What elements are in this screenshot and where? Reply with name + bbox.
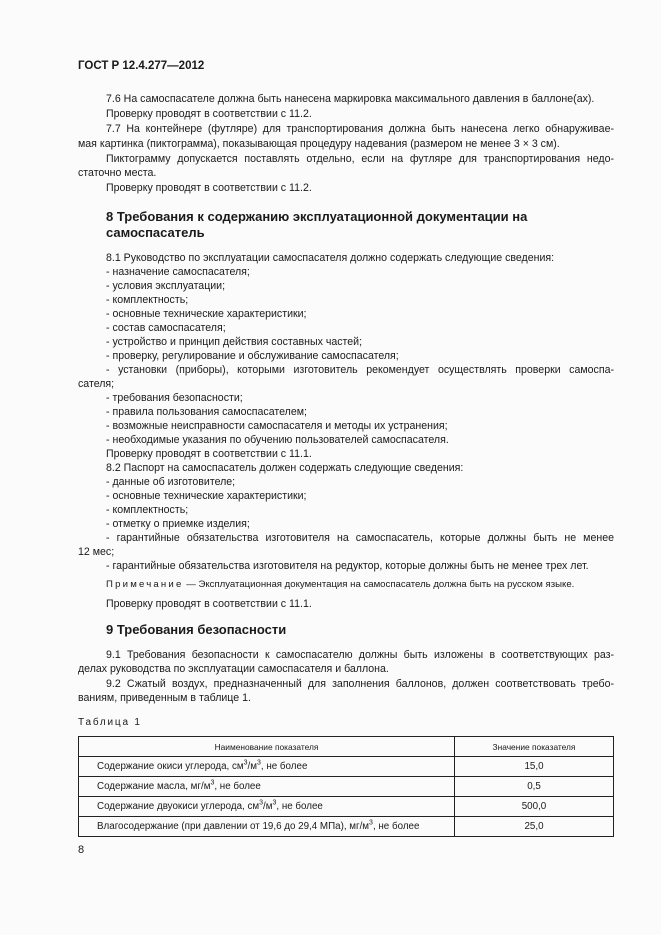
para-7-7: 7.7 На контейнере (футляре) для транспортирования должна быть нанесена легко обнаруживае- [106, 123, 614, 135]
para-9-1-cont: делах руководства по эксплуатации самоспасателя и баллона. [78, 663, 389, 675]
data-table [78, 736, 614, 837]
table-row [79, 757, 614, 777]
section-8-title-cont: самоспасатель [106, 225, 205, 240]
note-text: — Эксплуатационная документация на самоспасатель должна быть на русском языке. [183, 579, 575, 590]
para-pictogram: Пиктограмму допускается поставлять отдельно, если на футляре для транспортирования недо- [106, 153, 614, 165]
note-label: Примечание [106, 579, 184, 590]
list-item: - комплектность; [106, 504, 189, 516]
list-item: - условия эксплуатации; [106, 280, 226, 292]
list-item: - возможные неисправности самоспасателя и методы их устранения; [106, 420, 448, 432]
section-8-title: 8 Требования к содержанию эксплуатационной документации на [106, 209, 528, 224]
list-item: - гарантийные обязательства изготовителя на редуктор, которые должны быть не менее трех лет. [106, 560, 589, 572]
list-item: - гарантийные обязательства изготовителя на самоспасатель, которые должны быть не менее [106, 532, 614, 544]
para-9-2: 9.2 Сжатый воздух, предназначенный для заполнения баллонов, должен соответствовать требо- [106, 678, 614, 690]
para-7-6: 7.6 На самоспасателе должна быть нанесена маркировка максимального давления в баллоне(ах). [106, 93, 595, 105]
list-item: - правила пользования самоспасателем; [106, 406, 307, 418]
table-cell: Содержание двуокиси углерода, $см^3/м^3$, не более [79, 797, 455, 817]
table-cell: Влагосодержание (при давлении от 19,6 до 29,4 МПа), $мг/м^3$, не более [79, 817, 455, 837]
column-header: Наименование показателя [79, 737, 455, 757]
para-8-2: 8.2 Паспорт на самоспасатель должен содержать следующие сведения: [106, 462, 464, 474]
para-9-2-cont: ваниям, приведенным в таблице 1. [78, 692, 251, 704]
para-9-1: 9.1 Требования безопасности к самоспасателю должны быть изложены в соответствующих раз- [106, 649, 614, 661]
list-item-cont: 12 мес; [78, 546, 115, 558]
table-cell: Содержание масла, $мг/м^3$, не более [79, 777, 455, 797]
note [106, 577, 574, 592]
list-item: - установки (приборы), которыми изготовитель рекомендует осуществлять проверки самоспа- [106, 364, 614, 376]
para-8-1: 8.1 Руководство по эксплуатации самоспасателя должно содержать следующие сведения: [106, 252, 555, 264]
table-cell: 500,0 [455, 797, 614, 817]
page-number: 8 [78, 844, 85, 856]
section-9-title: 9 Требования безопасности [106, 622, 287, 637]
check-line: Проверку проводят в соответствии с 11.1. [106, 448, 312, 460]
document-header: ГОСТ Р 12.4.277—2012 [78, 60, 205, 72]
table-row [79, 797, 614, 817]
table-cell: 0,5 [455, 777, 614, 797]
table-header-row [79, 737, 614, 757]
list-item: - назначение самоспасателя; [106, 266, 250, 278]
list-item: - проверку, регулирование и обслуживание самоспасателя; [106, 350, 399, 362]
table-cell: 15,0 [455, 757, 614, 777]
para-7-7-cont: мая картинка (пиктограмма), показывающая процедуру надевания (размером не менее 3 × 3 см). [78, 138, 560, 150]
list-item-cont: сателя; [78, 378, 115, 390]
check-line: Проверку проводят в соответствии с 11.1. [106, 598, 312, 610]
column-header: Значение показателя [455, 737, 614, 757]
list-item: - основные технические характеристики; [106, 490, 307, 502]
para-pictogram-cont: статочно места. [78, 167, 157, 179]
list-item: - состав самоспасателя; [106, 322, 226, 334]
check-line: Проверку проводят в соответствии с 11.2. [106, 182, 312, 194]
table-caption: Таблица 1 [78, 717, 142, 728]
table-row [79, 777, 614, 797]
table-cell: 25,0 [455, 817, 614, 837]
check-line: Проверку проводят в соответствии с 11.2. [106, 108, 312, 120]
list-item: - устройство и принцип действия составных частей; [106, 336, 363, 348]
list-item: - комплектность; [106, 294, 189, 306]
list-item: - отметку о приемке изделия; [106, 518, 250, 530]
table-cell: Содержание окиси углерода, $см^3/м^3$, не более [79, 757, 455, 777]
list-item: - необходимые указания по обучению пользователей самоспасателя. [106, 434, 449, 446]
table-row [79, 817, 614, 837]
list-item: - основные технические характеристики; [106, 308, 307, 320]
list-item: - данные об изготовителе; [106, 476, 236, 488]
list-item: - требования безопасности; [106, 392, 243, 404]
